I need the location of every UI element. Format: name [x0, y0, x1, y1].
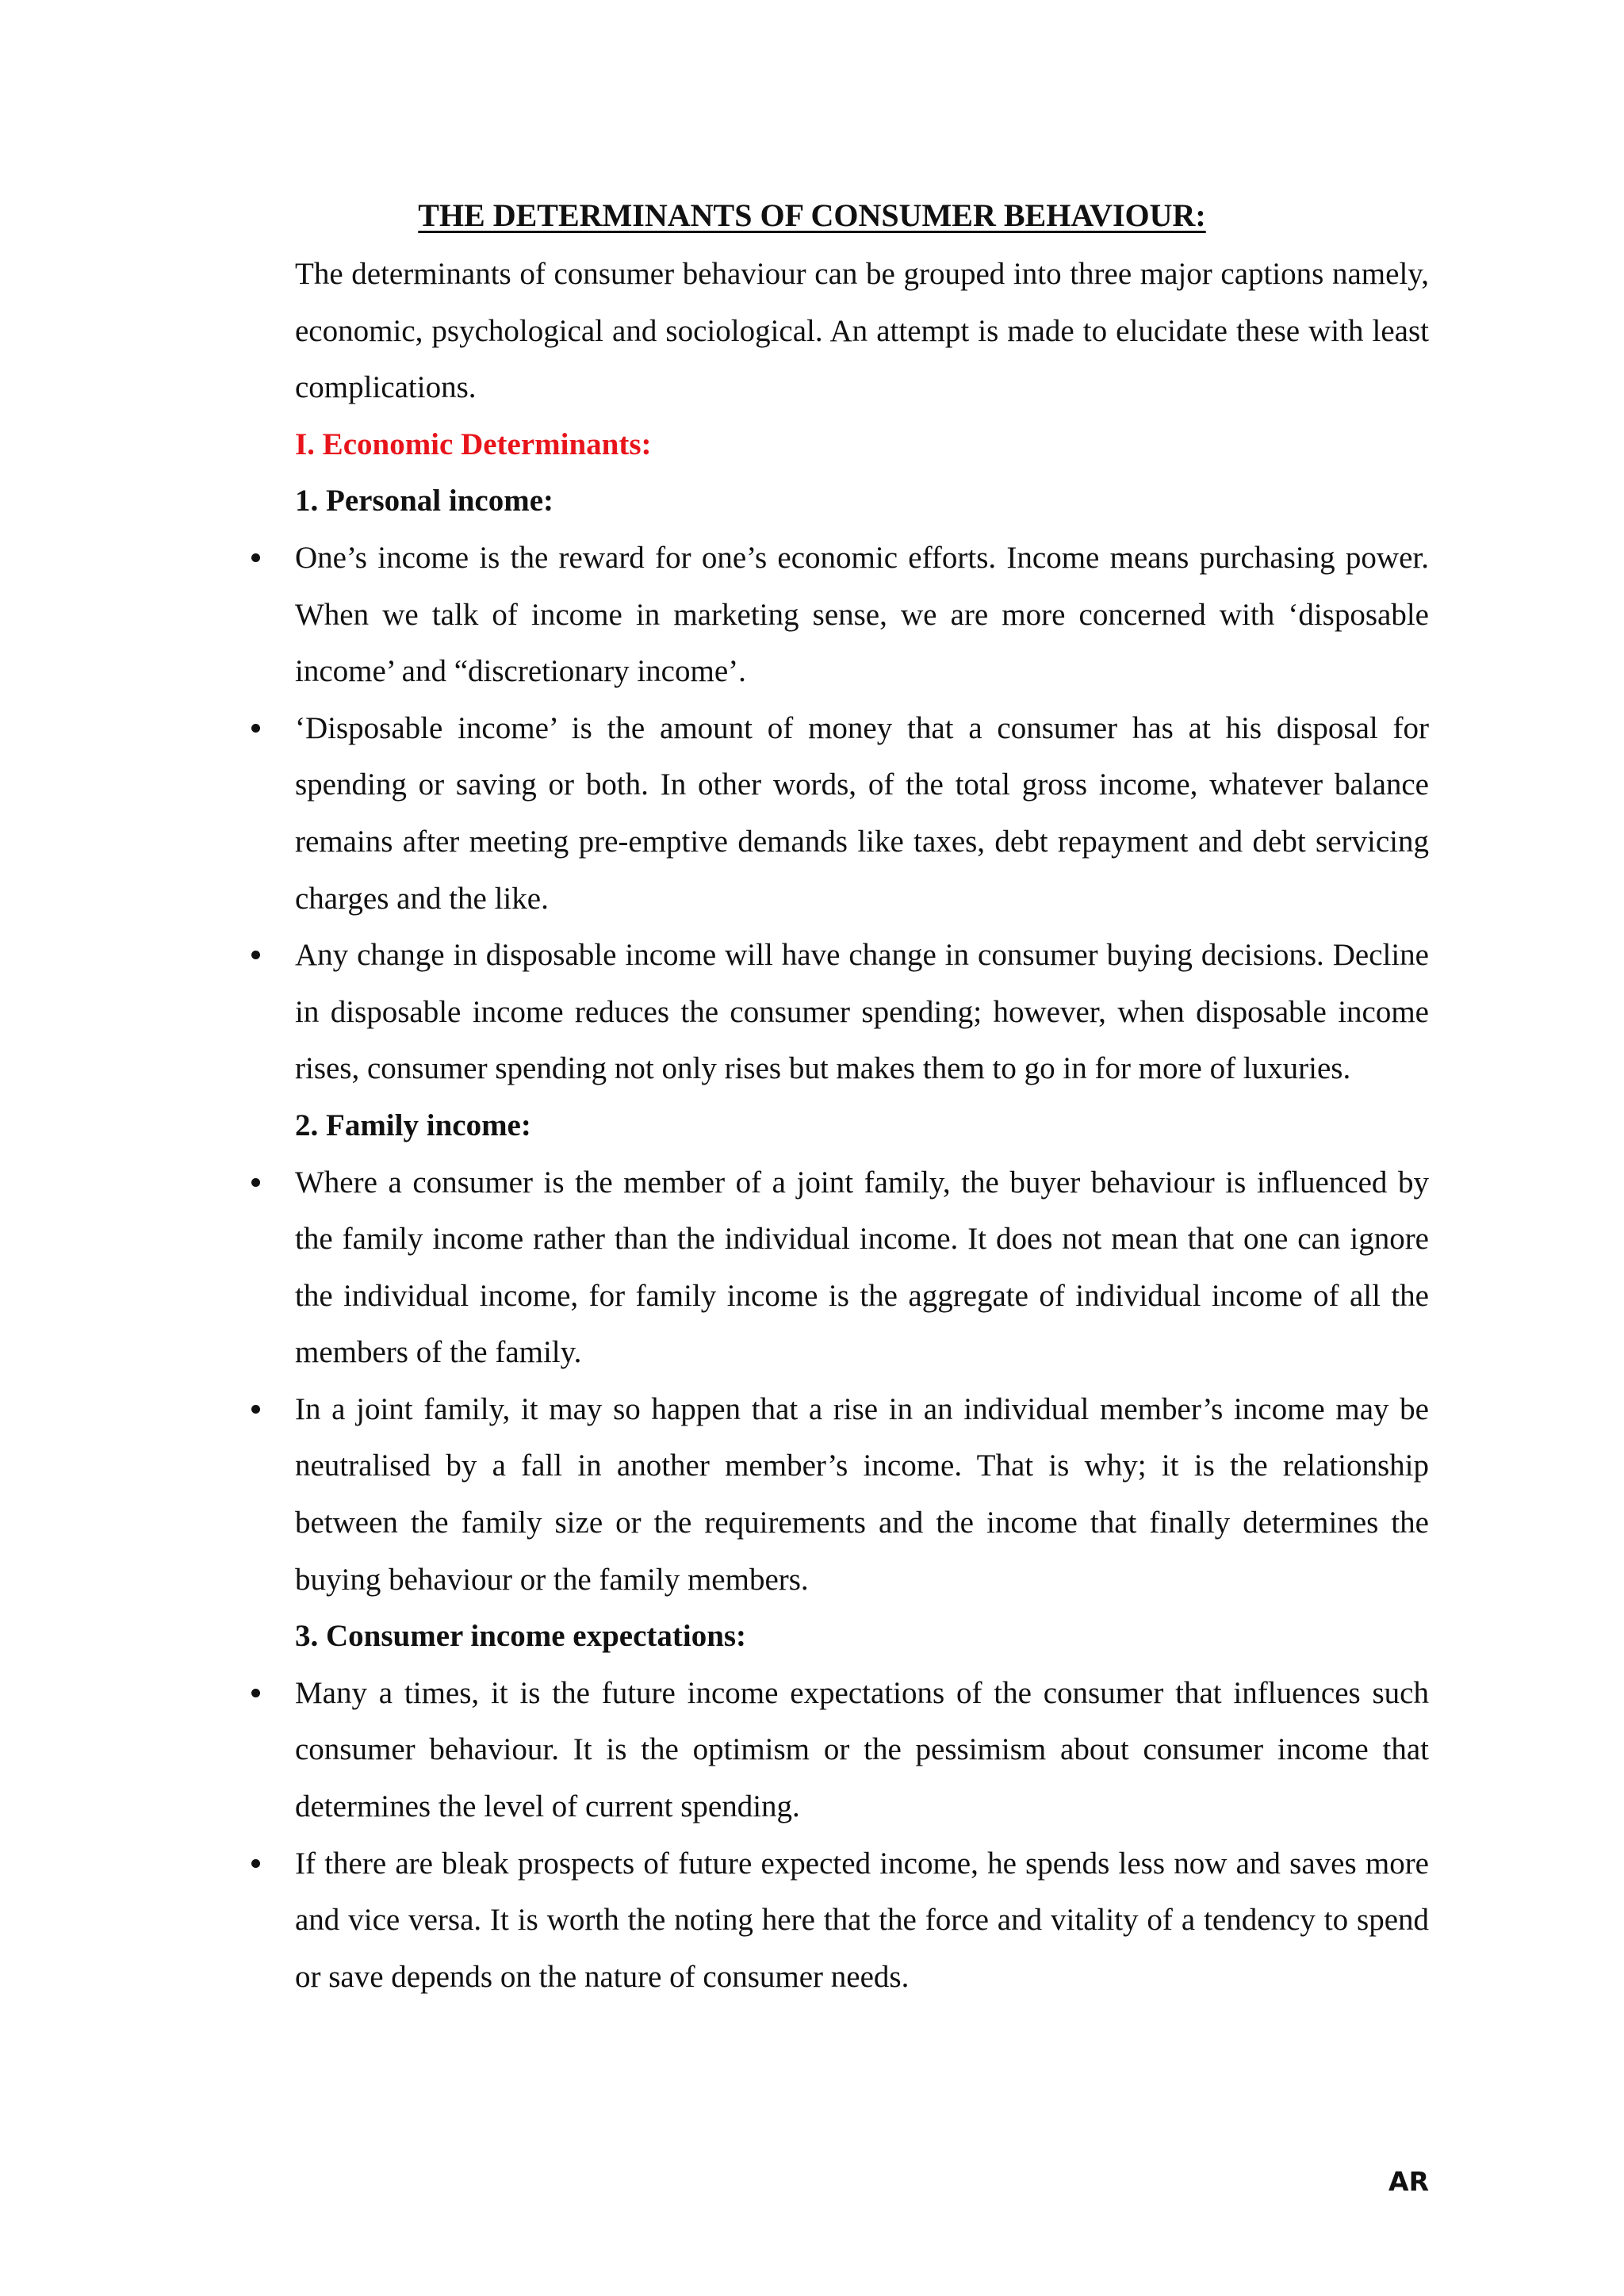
list-item-text: One’s income is the reward for one’s economic efforts. Income means purchasing power. When we talk of income in marketing sense, we are more concerned with ‘disposable income’ and “discretionary income’. — [295, 540, 1429, 689]
bullet-icon — [247, 927, 263, 984]
list-item — [295, 530, 1429, 700]
document-body — [295, 246, 1429, 2005]
list-item-text: Any change in disposable income will have change in consumer buying decisions. Decline in disposable income reduces the consumer spending; however, when disposable income rises, consumer spending not only rises but makes them to go in for more of luxuries. — [295, 938, 1429, 1086]
list-item-text: In a joint family, it may so happen that a rise in an individual member’s income may be neutralised by a fall in another member’s income. That is why; it is the relationship between the family size or the requirements and the income that finally determines the buying behaviour or the family members. — [295, 1391, 1429, 1597]
footer-initials: AR — [1388, 2166, 1429, 2197]
list-item — [295, 1835, 1429, 2006]
bullet-icon — [247, 700, 263, 757]
list-item-text: Where a consumer is the member of a joint family, the buyer behaviour is influenced by the family income rather than the individual income. It does not mean that one can ignore the individual income, for family income is the aggregate of individual income of all the members of the family. — [295, 1165, 1429, 1370]
bullet-icon — [247, 1154, 263, 1211]
list-item-text: ‘Disposable income’ is the amount of money that a consumer has at his disposal for spending or saving or both. In other words, of the total gross income, whatever balance remains after meeting pre-emptive demands like taxes, debt repayment and debt servicing charges and the like. — [295, 710, 1429, 916]
subsection-heading-income-expectations: 3. Consumer income expectations: — [295, 1619, 747, 1654]
bullet-icon — [247, 1381, 263, 1438]
list-item — [295, 1665, 1429, 1835]
bullet-icon — [247, 1835, 263, 1892]
section-heading-economic: I. Economic Determinants: — [295, 427, 652, 461]
list-item — [295, 700, 1429, 927]
subsection-heading-personal-income: 1. Personal income: — [295, 484, 554, 519]
page-title: THE DETERMINANTS OF CONSUMER BEHAVIOUR: — [418, 197, 1206, 233]
list-item — [295, 927, 1429, 1097]
list-item — [295, 1154, 1429, 1381]
bullet-icon — [247, 530, 263, 587]
list-item — [295, 1381, 1429, 1608]
list-item-text: Many a times, it is the future income expectations of the consumer that influences such consumer behaviour. It is the optimism or the pessimism about consumer income that determines the level of current spending. — [295, 1675, 1429, 1824]
bullet-icon — [247, 1665, 263, 1722]
list-item-text: If there are bleak prospects of future expected income, he spends less now and saves more and vice versa. It is worth the noting here that the force and vitality of a tendency to spend or save depends on the nature of consumer needs. — [295, 1846, 1429, 1994]
intro-paragraph: The determinants of consumer behaviour can be grouped into three major captions namely, economic, psychological and sociological. An attempt is made to elucidate these with least complications. — [295, 257, 1429, 405]
subsection-heading-family-income: 2. Family income: — [295, 1108, 531, 1142]
